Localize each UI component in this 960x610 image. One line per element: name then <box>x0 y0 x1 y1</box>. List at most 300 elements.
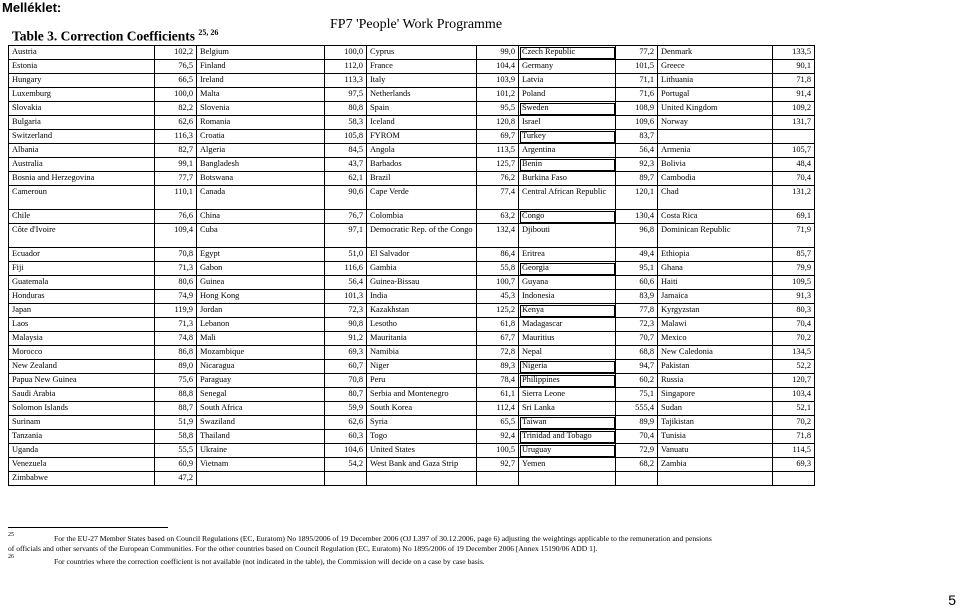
country-cell: New Caledonia <box>658 346 773 360</box>
country-cell: Philippines <box>519 374 616 388</box>
coefficient-cell: 58,3 <box>325 116 367 130</box>
country-cell: Italy <box>367 74 477 88</box>
country-cell: Dominican Republic <box>658 224 773 248</box>
coefficient-cell: 108,9 <box>616 102 658 116</box>
coefficient-cell: 109,4 <box>155 224 197 248</box>
coefficient-cell: 70,4 <box>616 430 658 444</box>
country-cell: Cameroun <box>9 186 155 210</box>
country-cell: Hong Kong <box>197 290 325 304</box>
country-cell: Lithuania <box>658 74 773 88</box>
coefficient-cell: 125,7 <box>477 158 519 172</box>
country-cell: Latvia <box>519 74 616 88</box>
coefficient-cell: 72,3 <box>325 304 367 318</box>
country-cell <box>197 472 325 486</box>
country-cell: Gabon <box>197 262 325 276</box>
coefficient-cell: 90,8 <box>325 318 367 332</box>
country-cell: Croatia <box>197 130 325 144</box>
coefficient-cell: 85,7 <box>773 248 815 262</box>
coefficient-cell: 96,8 <box>616 224 658 248</box>
country-cell: Singapore <box>658 388 773 402</box>
table-row <box>9 276 815 290</box>
coefficient-cell: 69,1 <box>773 210 815 224</box>
country-cell: Ghana <box>658 262 773 276</box>
table-row <box>9 88 815 102</box>
country-cell: Georgia <box>519 262 616 276</box>
country-cell: Pakistan <box>658 360 773 374</box>
country-cell: Serbia and Montenegro <box>367 388 477 402</box>
coefficient-cell: 56,4 <box>325 276 367 290</box>
table-row <box>9 332 815 346</box>
coefficient-cell: 78,4 <box>477 374 519 388</box>
country-cell: China <box>197 210 325 224</box>
coefficient-cell: 67,7 <box>477 332 519 346</box>
coefficient-cell: 71,3 <box>155 318 197 332</box>
country-cell: Ukraine <box>197 444 325 458</box>
country-cell: Peru <box>367 374 477 388</box>
coefficient-cell <box>773 130 815 144</box>
coefficient-cell: 92,4 <box>477 430 519 444</box>
table-row <box>9 430 815 444</box>
country-cell: Nigeria <box>519 360 616 374</box>
coefficient-cell: 101,2 <box>477 88 519 102</box>
coefficient-cell: 131,7 <box>773 116 815 130</box>
country-cell: Sudan <box>658 402 773 416</box>
country-cell: Brazil <box>367 172 477 186</box>
country-cell: Malta <box>197 88 325 102</box>
coefficient-cell: 82,2 <box>155 102 197 116</box>
country-cell: Armenia <box>658 144 773 158</box>
country-cell: Russia <box>658 374 773 388</box>
table-row <box>9 130 815 144</box>
coefficient-cell: 84,5 <box>325 144 367 158</box>
coefficient-cell: 70,7 <box>616 332 658 346</box>
country-cell: Japan <box>9 304 155 318</box>
table-row <box>9 172 815 186</box>
coefficient-cell: 72,8 <box>477 346 519 360</box>
country-cell: Indonesia <box>519 290 616 304</box>
country-cell: Fiji <box>9 262 155 276</box>
footnote-25-continued <box>8 544 808 553</box>
coefficient-cell: 86,4 <box>477 248 519 262</box>
table-row <box>9 402 815 416</box>
table-row <box>9 144 815 158</box>
coefficient-cell: 91,3 <box>773 290 815 304</box>
country-cell: Costa Rica <box>658 210 773 224</box>
coefficient-cell: 49,4 <box>616 248 658 262</box>
coefficient-cell: 80,7 <box>325 388 367 402</box>
country-cell: Uruguay <box>519 444 616 458</box>
coefficient-cell: 95,1 <box>616 262 658 276</box>
country-cell: Australia <box>9 158 155 172</box>
coefficient-cell: 89,9 <box>616 416 658 430</box>
coefficient-cell: 45,3 <box>477 290 519 304</box>
coefficient-cell: 77,7 <box>155 172 197 186</box>
country-cell: Bangladesh <box>197 158 325 172</box>
coefficient-cell: 68,2 <box>616 458 658 472</box>
coefficient-cell: 77,2 <box>616 46 658 60</box>
country-cell: Tunisia <box>658 430 773 444</box>
country-cell: Guatemala <box>9 276 155 290</box>
country-cell: France <box>367 60 477 74</box>
table-row <box>9 416 815 430</box>
table-row <box>9 60 815 74</box>
country-cell: Trinidad and Tobago <box>519 430 616 444</box>
country-cell: Djibouti <box>519 224 616 248</box>
coefficient-cell: 55,5 <box>155 444 197 458</box>
coefficient-cell: 70,4 <box>773 172 815 186</box>
footnote-26-ref: 26 <box>8 554 14 560</box>
coefficient-cell: 99,1 <box>155 158 197 172</box>
coefficient-cell: 119,9 <box>155 304 197 318</box>
country-cell: Nepal <box>519 346 616 360</box>
coefficient-cell: 120,7 <box>773 374 815 388</box>
country-cell: Venezuela <box>9 458 155 472</box>
country-cell: Cuba <box>197 224 325 248</box>
country-cell: Malaysia <box>9 332 155 346</box>
coefficient-cell: 70,8 <box>155 248 197 262</box>
coefficient-cell: 80,3 <box>773 304 815 318</box>
country-cell: Thailand <box>197 430 325 444</box>
coefficient-cell: 75,6 <box>155 374 197 388</box>
table-row <box>9 116 815 130</box>
country-cell: Malawi <box>658 318 773 332</box>
coefficient-cell: 101,3 <box>325 290 367 304</box>
country-cell: Slovenia <box>197 102 325 116</box>
country-cell: Kazakhstan <box>367 304 477 318</box>
country-cell: Namibia <box>367 346 477 360</box>
coefficient-cell: 105,8 <box>325 130 367 144</box>
coefficient-cell: 76,7 <box>325 210 367 224</box>
country-cell: South Africa <box>197 402 325 416</box>
coefficient-cell: 80,6 <box>155 276 197 290</box>
coefficient-cell: 109,2 <box>773 102 815 116</box>
coefficient-cell: 131,2 <box>773 186 815 210</box>
country-cell: El Salvador <box>367 248 477 262</box>
country-cell: Jordan <box>197 304 325 318</box>
coefficient-cell: 133,5 <box>773 46 815 60</box>
coefficient-cell: 71,9 <box>773 224 815 248</box>
country-cell: Jamaica <box>658 290 773 304</box>
coefficient-cell: 91,2 <box>325 332 367 346</box>
coefficient-cell: 97,1 <box>325 224 367 248</box>
coefficient-cell: 61,1 <box>477 388 519 402</box>
table-row <box>9 444 815 458</box>
country-cell: Haiti <box>658 276 773 290</box>
coefficient-cell: 76,5 <box>155 60 197 74</box>
country-cell: Guyana <box>519 276 616 290</box>
coefficient-cell: 43,7 <box>325 158 367 172</box>
coefficient-cell: 101,5 <box>616 60 658 74</box>
country-cell: Germany <box>519 60 616 74</box>
country-cell: Laos <box>9 318 155 332</box>
coefficient-cell: 116,6 <box>325 262 367 276</box>
coefficient-cell: 71,3 <box>155 262 197 276</box>
country-cell: Sri Lanka <box>519 402 616 416</box>
country-cell: Canada <box>197 186 325 210</box>
table-row <box>9 224 815 248</box>
country-cell: Papua New Guinea <box>9 374 155 388</box>
country-cell: Uganda <box>9 444 155 458</box>
coefficient-cell: 97,5 <box>325 88 367 102</box>
coefficient-cell: 63,2 <box>477 210 519 224</box>
coefficient-cell: 60,3 <box>325 430 367 444</box>
country-cell: Bolivia <box>658 158 773 172</box>
country-cell: Romania <box>197 116 325 130</box>
coefficient-cell: 62,6 <box>325 416 367 430</box>
coefficient-cell: 100,5 <box>477 444 519 458</box>
coefficient-cell: 89,7 <box>616 172 658 186</box>
coefficient-cell: 52,1 <box>773 402 815 416</box>
coefficient-cell: 89,3 <box>477 360 519 374</box>
country-cell: Finland <box>197 60 325 74</box>
coefficient-cell <box>616 472 658 486</box>
coefficient-cell <box>477 472 519 486</box>
coefficient-cell: 72,3 <box>616 318 658 332</box>
coefficient-cell: 90,1 <box>773 60 815 74</box>
coefficient-cell: 109,5 <box>773 276 815 290</box>
coefficient-cell: 112,0 <box>325 60 367 74</box>
coefficient-cell: 69,3 <box>773 458 815 472</box>
country-cell: Madagascar <box>519 318 616 332</box>
country-cell: Bulgaria <box>9 116 155 130</box>
table-row <box>9 248 815 262</box>
country-cell: Surinam <box>9 416 155 430</box>
country-cell: Israel <box>519 116 616 130</box>
country-cell: Chile <box>9 210 155 224</box>
country-cell: West Bank and Gaza Strip <box>367 458 477 472</box>
coefficient-cell: 82,7 <box>155 144 197 158</box>
coefficient-cell: 62,6 <box>155 116 197 130</box>
country-cell: Swaziland <box>197 416 325 430</box>
coefficient-cell: 102,2 <box>155 46 197 60</box>
footnote-26 <box>8 553 808 564</box>
country-cell: United States <box>367 444 477 458</box>
table-title-footnote-refs: 25, 26 <box>198 28 219 37</box>
coefficient-cell: 60,2 <box>616 374 658 388</box>
coefficient-cell: 51,0 <box>325 248 367 262</box>
coefficient-cell: 56,4 <box>616 144 658 158</box>
coefficient-cell: 75,1 <box>616 388 658 402</box>
country-cell: Austria <box>9 46 155 60</box>
coefficient-cell: 83,9 <box>616 290 658 304</box>
country-cell: Mali <box>197 332 325 346</box>
table-row <box>9 102 815 116</box>
country-cell: United Kingdom <box>658 102 773 116</box>
country-cell: Cambodia <box>658 172 773 186</box>
country-cell: Togo <box>367 430 477 444</box>
coefficient-cell: 100,7 <box>477 276 519 290</box>
country-cell <box>658 130 773 144</box>
coefficient-cell: 76,2 <box>477 172 519 186</box>
coefficient-cell: 95,5 <box>477 102 519 116</box>
coefficient-cell: 71,1 <box>616 74 658 88</box>
country-cell: Vietnam <box>197 458 325 472</box>
coefficient-cell: 555,4 <box>616 402 658 416</box>
footnote-26-text: For countries where the correction coefficient is not available (not indicated in the table), the Commission will decide on a case by case basis. <box>54 557 485 566</box>
country-cell: Spain <box>367 102 477 116</box>
coefficient-cell: 52,2 <box>773 360 815 374</box>
country-cell: Portugal <box>658 88 773 102</box>
coefficient-cell: 83,7 <box>616 130 658 144</box>
country-cell: Mexico <box>658 332 773 346</box>
coefficient-cell: 70,2 <box>773 332 815 346</box>
coefficient-cell: 77,4 <box>477 186 519 210</box>
coefficient-cell: 48,4 <box>773 158 815 172</box>
table-row <box>9 346 815 360</box>
coefficient-cell: 72,9 <box>616 444 658 458</box>
coefficient-cell: 68,8 <box>616 346 658 360</box>
country-cell: Guinea <box>197 276 325 290</box>
country-cell: Hungary <box>9 74 155 88</box>
table-row <box>9 210 815 224</box>
footnote-rule <box>8 527 168 528</box>
country-cell: Syria <box>367 416 477 430</box>
country-cell: Central African Republic <box>519 186 616 210</box>
coefficient-cell: 113,5 <box>477 144 519 158</box>
country-cell: Benin <box>519 158 616 172</box>
country-cell: Netherlands <box>367 88 477 102</box>
country-cell: Turkey <box>519 130 616 144</box>
country-cell: Cape Verde <box>367 186 477 210</box>
country-cell: India <box>367 290 477 304</box>
country-cell: Taiwan <box>519 416 616 430</box>
coefficient-cell: 94,7 <box>616 360 658 374</box>
country-cell: Tanzania <box>9 430 155 444</box>
coefficient-cell: 58,8 <box>155 430 197 444</box>
coefficient-cell: 74,9 <box>155 290 197 304</box>
country-cell: Paraguay <box>197 374 325 388</box>
country-cell: Lesotho <box>367 318 477 332</box>
country-cell: Ecuador <box>9 248 155 262</box>
table-row <box>9 360 815 374</box>
country-cell: Zambia <box>658 458 773 472</box>
coefficient-cell: 100,0 <box>325 46 367 60</box>
coefficient-cell: 100,0 <box>155 88 197 102</box>
country-cell: Iceland <box>367 116 477 130</box>
coefficient-cell: 59,9 <box>325 402 367 416</box>
country-cell: Poland <box>519 88 616 102</box>
table-row <box>9 158 815 172</box>
country-cell: Denmark <box>658 46 773 60</box>
coefficient-cell: 90,6 <box>325 186 367 210</box>
country-cell: Kyrgyzstan <box>658 304 773 318</box>
country-cell: Angola <box>367 144 477 158</box>
country-cell: Niger <box>367 360 477 374</box>
country-cell: Zimbabwe <box>9 472 155 486</box>
country-cell: Cyprus <box>367 46 477 60</box>
table-row <box>9 472 815 486</box>
correction-coefficients-table <box>8 45 815 486</box>
coefficient-cell: 110,1 <box>155 186 197 210</box>
country-cell: FYROM <box>367 130 477 144</box>
coefficient-cell: 113,3 <box>325 74 367 88</box>
programme-title: FP7 'People' Work Programme <box>330 17 503 32</box>
country-cell: Ethiopia <box>658 248 773 262</box>
coefficient-cell: 89,0 <box>155 360 197 374</box>
coefficient-cell: 103,9 <box>477 74 519 88</box>
coefficient-cell: 125,2 <box>477 304 519 318</box>
country-cell: Ireland <box>197 74 325 88</box>
coefficient-cell: 76,6 <box>155 210 197 224</box>
country-cell: Saudi Arabia <box>9 388 155 402</box>
country-cell: Morocco <box>9 346 155 360</box>
table-row <box>9 318 815 332</box>
country-cell: Côte d'Ivoire <box>9 224 155 248</box>
coefficient-cell: 103,4 <box>773 388 815 402</box>
table-row <box>9 290 815 304</box>
coefficient-cell: 88,8 <box>155 388 197 402</box>
coefficient-cell: 134,5 <box>773 346 815 360</box>
coefficient-cell <box>325 472 367 486</box>
country-cell: Mozambique <box>197 346 325 360</box>
coefficient-cell: 60,6 <box>616 276 658 290</box>
coefficient-cell: 69,3 <box>325 346 367 360</box>
country-cell: Botswana <box>197 172 325 186</box>
country-cell: Chad <box>658 186 773 210</box>
coefficient-cell: 62,1 <box>325 172 367 186</box>
coefficient-cell: 66,5 <box>155 74 197 88</box>
coefficient-cell: 92,3 <box>616 158 658 172</box>
coefficient-cell: 116,3 <box>155 130 197 144</box>
coefficient-cell <box>773 472 815 486</box>
coefficient-cell: 120,1 <box>616 186 658 210</box>
table-row <box>9 262 815 276</box>
country-cell: Solomon Islands <box>9 402 155 416</box>
coefficient-cell: 86,8 <box>155 346 197 360</box>
coefficient-cell: 112,4 <box>477 402 519 416</box>
country-cell: Senegal <box>197 388 325 402</box>
coefficient-cell: 61,8 <box>477 318 519 332</box>
country-cell <box>519 472 616 486</box>
country-cell: Sweden <box>519 102 616 116</box>
coefficient-cell: 69,7 <box>477 130 519 144</box>
country-cell: Luxemburg <box>9 88 155 102</box>
coefficient-cell: 60,9 <box>155 458 197 472</box>
footnote-25-ref: 25 <box>8 532 14 538</box>
coefficient-cell: 71,8 <box>773 74 815 88</box>
coefficient-cell: 104,6 <box>325 444 367 458</box>
country-cell: Democratic Rep. of the Congo <box>367 224 477 248</box>
coefficient-cell: 54,2 <box>325 458 367 472</box>
country-cell: Norway <box>658 116 773 130</box>
country-cell: Vanuatu <box>658 444 773 458</box>
table-row <box>9 374 815 388</box>
table-row <box>9 458 815 472</box>
table-row <box>9 46 815 60</box>
coefficient-cell: 79,9 <box>773 262 815 276</box>
country-cell: Guinea-Bissau <box>367 276 477 290</box>
table-row <box>9 186 815 210</box>
country-cell: Belgium <box>197 46 325 60</box>
country-cell: South Korea <box>367 402 477 416</box>
coefficient-cell: 65,5 <box>477 416 519 430</box>
country-cell: Barbados <box>367 158 477 172</box>
coefficient-cell: 70,2 <box>773 416 815 430</box>
coefficient-cell: 71,6 <box>616 88 658 102</box>
coefficient-cell: 70,8 <box>325 374 367 388</box>
coefficient-cell: 132,4 <box>477 224 519 248</box>
country-cell: Eritrea <box>519 248 616 262</box>
country-cell: Greece <box>658 60 773 74</box>
page-header: Melléklet: <box>2 0 62 15</box>
country-cell: Congo <box>519 210 616 224</box>
footnote-25-text-continued: of officials and other servants of the European Communities. For the other countries based on Council Regulation (EC, Euratom) No 1895/2006 of 19 December 2006 [Annex 15190/06 ADD 1]. <box>8 544 598 553</box>
coefficient-cell: 47,2 <box>155 472 197 486</box>
country-cell: Estonia <box>9 60 155 74</box>
coefficient-cell: 105,7 <box>773 144 815 158</box>
country-cell: Mauritius <box>519 332 616 346</box>
country-cell: Gambia <box>367 262 477 276</box>
